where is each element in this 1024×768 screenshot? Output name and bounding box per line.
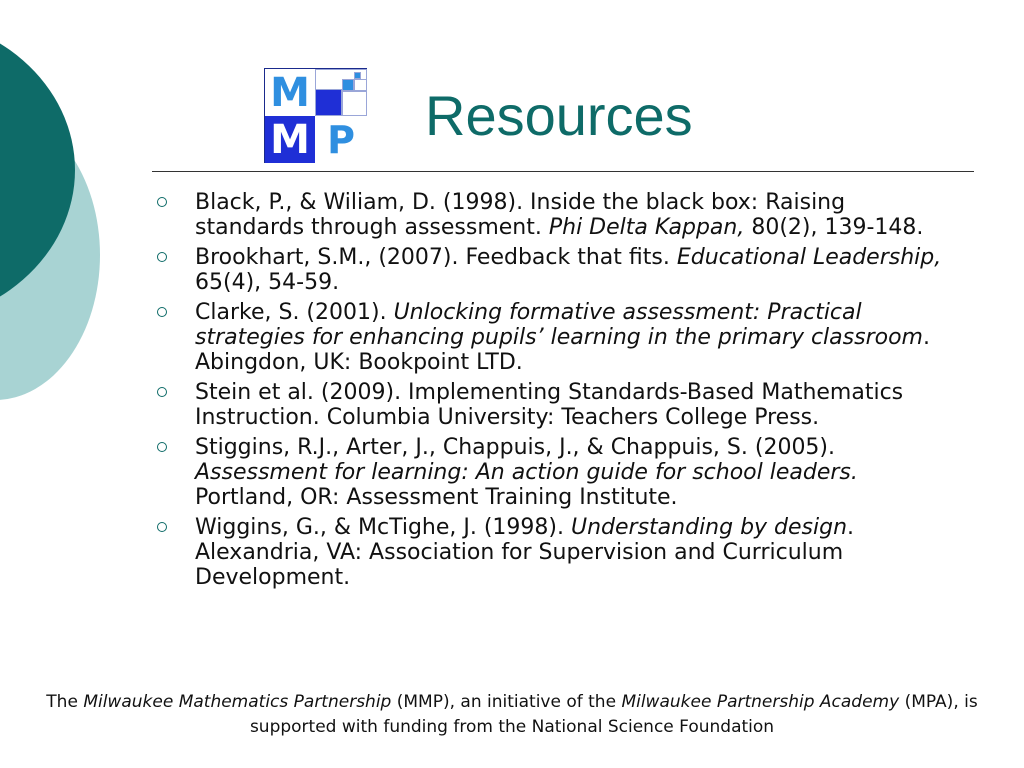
text-segment: Portland, OR: Assessment Training Institute. [195, 485, 678, 510]
italic-text-segment: Phi Delta Kappan, [548, 215, 745, 240]
bullet-circle-icon [157, 442, 167, 452]
reference-list [155, 190, 955, 595]
italic-text-segment: Understanding by design [571, 515, 848, 540]
logo-letter-m-bottom: M [265, 116, 315, 163]
text-segment: Black, P., & Wiliam, D. (1998). Inside the black box: Raising standards through assessment. [195, 190, 846, 240]
reference-item [155, 435, 955, 510]
logo-grid-square [342, 91, 367, 116]
italic-text-segment: Educational Leadership, [676, 245, 942, 270]
reference-item [155, 190, 955, 240]
reference-item [155, 300, 955, 375]
bullet-circle-icon [157, 252, 167, 262]
mmp-logo [264, 68, 367, 163]
text-segment: Stein et al. (2009). Implementing Standards-Based Mathematics Instruction. Columbia University: Teachers College Press. [195, 380, 904, 430]
text-segment: (MPA), is supported with funding from the National Science Foundation [249, 692, 978, 737]
logo-letter-p: P [315, 116, 367, 163]
bullet-circle-icon [157, 197, 167, 207]
text-segment: The [46, 692, 84, 712]
bullet-circle-icon [157, 522, 167, 532]
bullet-circle-icon [157, 387, 167, 397]
text-segment: 80(2), 139-148. [744, 215, 924, 240]
italic-text-segment: Milwaukee Partnership Academy [621, 692, 900, 712]
italic-text-segment: Milwaukee Mathematics Partnership [83, 692, 392, 712]
italic-text-segment: Unlocking formative assessment: Practical strategies for enhancing pupils’ learning in the primary classroom [195, 300, 923, 350]
logo-letter-m-top: M [265, 69, 315, 116]
reference-item [155, 515, 955, 590]
reference-item [155, 245, 955, 295]
text-segment: Wiggins, G., & McTighe, J. (1998). [195, 515, 571, 540]
text-segment: 65(4), 54-59. [195, 270, 340, 295]
logo-grid-square [354, 79, 367, 91]
title-divider [152, 171, 974, 172]
slide-title: Resources [425, 84, 693, 147]
logo-grid-square [342, 79, 354, 91]
logo-grid-square [354, 72, 361, 79]
logo-grid-square [315, 89, 342, 116]
text-segment: . Abingdon, UK: Bookpoint LTD. [195, 325, 930, 375]
text-segment: Brookhart, S.M., (2007). Feedback that fits. [195, 245, 677, 270]
bullet-circle-icon [157, 307, 167, 317]
text-segment: (MMP), an initiative of the [391, 692, 622, 712]
text-segment: . Alexandria, VA: Association for Supervision and Curriculum Development. [195, 515, 855, 590]
text-segment: Stiggins, R.J., Arter, J., Chappuis, J., & Chappuis, S. (2005). [195, 435, 836, 460]
reference-item [155, 380, 955, 430]
text-segment: Clarke, S. (2001). [195, 300, 394, 325]
italic-text-segment: Assessment for learning: An action guide for school leaders. [195, 460, 858, 485]
footer-text [40, 690, 984, 740]
